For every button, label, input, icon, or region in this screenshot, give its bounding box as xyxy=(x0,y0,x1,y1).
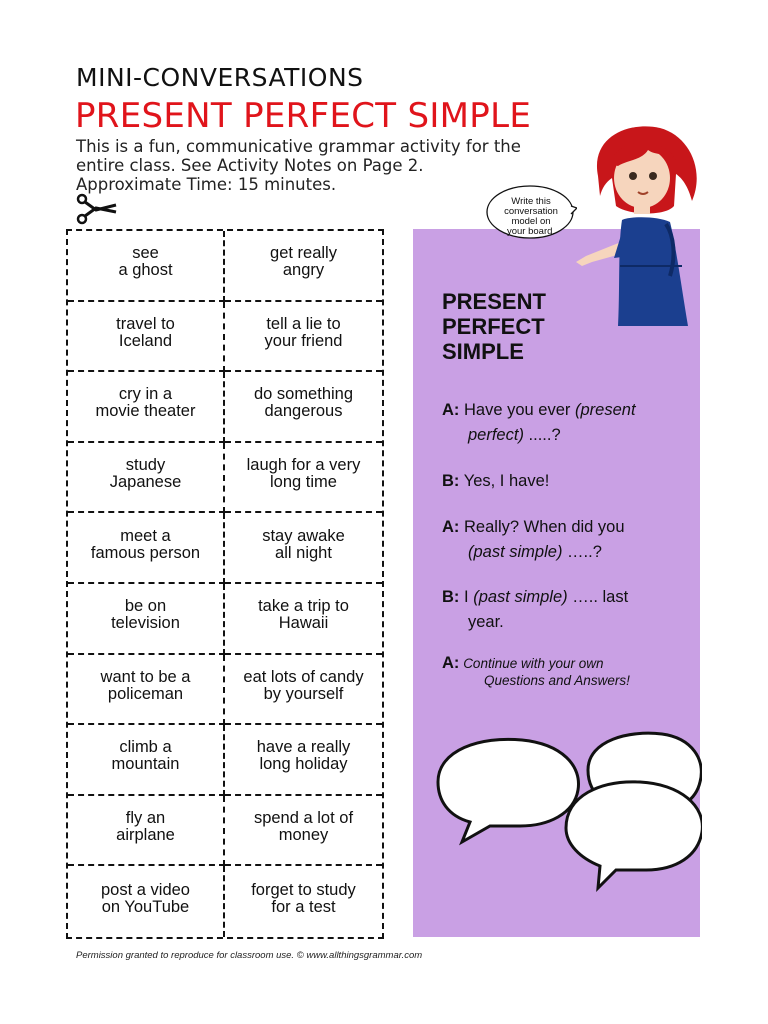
activity-card: take a trip to Hawaii xyxy=(225,584,382,655)
dialogue-text: year. xyxy=(468,613,504,631)
dialogue-line-a3 xyxy=(442,655,692,689)
activity-card: tell a lie to your friend xyxy=(225,302,382,373)
dialogue-text: ….. last xyxy=(567,588,629,606)
activity-card: travel to Iceland xyxy=(68,302,225,373)
speaker-label: B: xyxy=(442,588,460,606)
dialogue-text: Yes, I have! xyxy=(463,472,550,490)
dialogue-text: …..? xyxy=(562,543,602,561)
dialogue-line-a2 xyxy=(442,515,692,565)
dialogue-text: Continue with your own xyxy=(463,656,604,671)
speaker-label: A: xyxy=(442,401,460,419)
intro-line-2: entire class. See Activity Notes on Page 2. xyxy=(76,156,424,175)
dialogue-text: I xyxy=(464,588,469,606)
dialogue-text: (present xyxy=(575,401,636,419)
activity-card: forget to study for a test xyxy=(251,880,356,916)
speech-bubbles-icon xyxy=(430,730,702,906)
activity-card: want to be a policeman xyxy=(68,655,225,726)
activity-card: stay awake all night xyxy=(225,513,382,584)
activity-card: eat lots of candy by yourself xyxy=(225,655,382,726)
activity-card: study Japanese xyxy=(68,443,225,514)
dialogue-line-a1 xyxy=(442,398,692,448)
worksheet-title: PRESENT PERFECT SIMPLE xyxy=(75,96,532,136)
scissors-icon xyxy=(74,192,118,226)
speaker-label: B: xyxy=(442,472,460,490)
activity-card: laugh for a very long time xyxy=(225,443,382,514)
dialogue-text: (past simple) xyxy=(473,588,568,606)
activity-card: post a video on YouTube xyxy=(68,866,225,937)
dialogue-line-b2 xyxy=(442,585,692,635)
activity-card: get really angry xyxy=(225,231,382,302)
board-note: Write this conversation model on your board. xyxy=(504,196,558,237)
activity-card: climb a mountain xyxy=(68,725,225,796)
activity-card: meet a famous person xyxy=(68,513,225,584)
activity-card: fly an airplane xyxy=(68,796,225,867)
activity-card: be on television xyxy=(68,584,225,655)
teacher-illustration xyxy=(570,116,700,336)
panel-title: PRESENT PERFECT SIMPLE xyxy=(442,289,546,364)
activity-card: have a really long holiday xyxy=(225,725,382,796)
activity-card: do something dangerous xyxy=(225,372,382,443)
dialogue-line-b1 xyxy=(442,469,692,494)
speaker-label: A: xyxy=(442,518,460,536)
worksheet-subtitle: MINI-CONVERSATIONS xyxy=(76,63,364,92)
copyright-footer: Permission granted to reproduce for classroom use. © www.allthingsgrammar.com xyxy=(76,950,423,961)
dialogue-text: Questions and Answers! xyxy=(484,673,630,688)
intro-line-1: This is a fun, communicative grammar activity for the xyxy=(76,137,521,156)
dialogue-text: (past simple) xyxy=(468,543,563,561)
intro-line-3: Approximate Time: 15 minutes. xyxy=(76,175,337,194)
activity-card-grid xyxy=(66,229,384,939)
activity-card: see a ghost xyxy=(68,231,225,302)
speaker-label: A: xyxy=(442,654,460,672)
dialogue-text: Really? When did you xyxy=(464,518,625,536)
dialogue-text: .....? xyxy=(523,426,561,444)
dialogue-text: perfect) xyxy=(468,426,524,444)
activity-card: spend a lot of money xyxy=(225,796,382,867)
activity-card: cry in a movie theater xyxy=(68,372,225,443)
dialogue-text: Have you ever xyxy=(464,401,571,419)
